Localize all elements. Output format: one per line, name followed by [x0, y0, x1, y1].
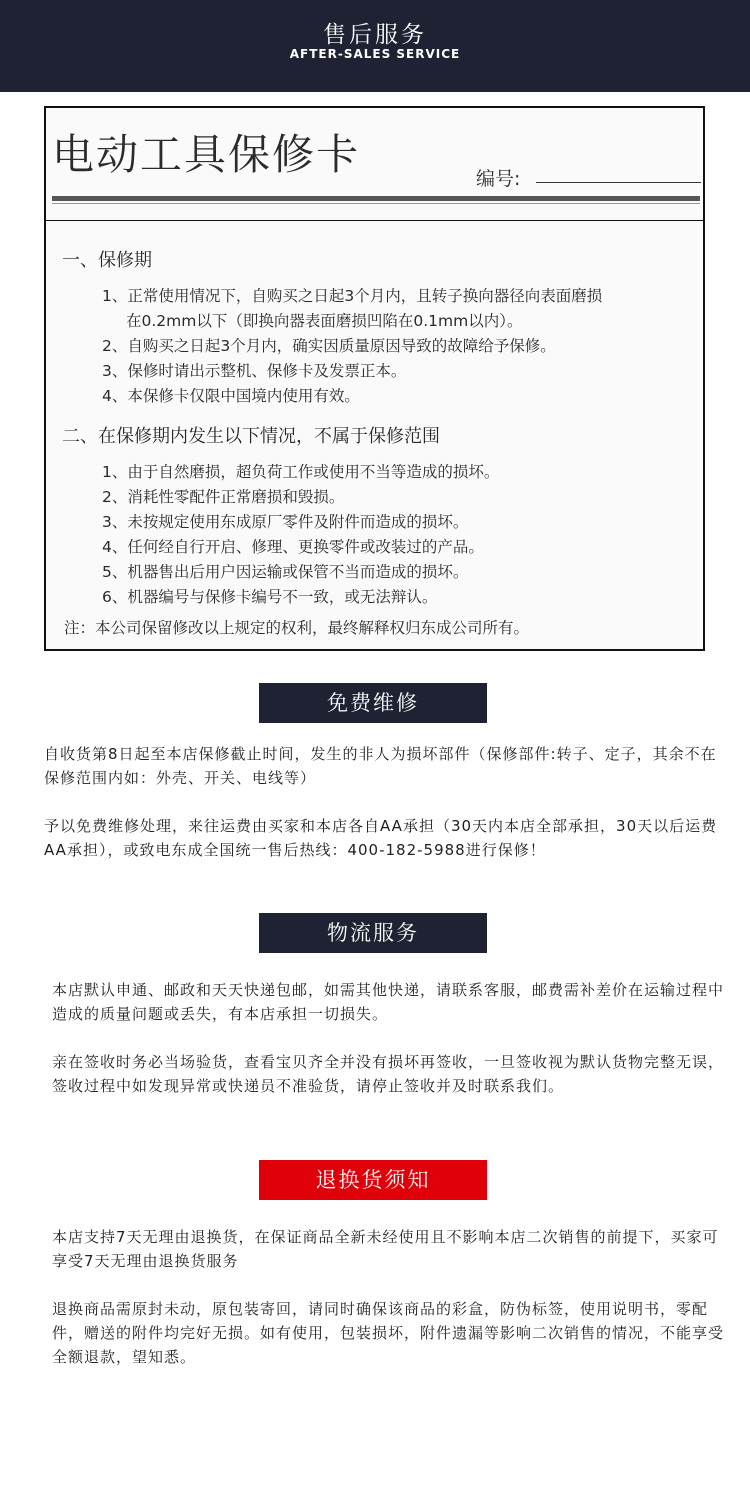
card-title: 电动工具保修卡: [52, 130, 361, 179]
card-divider: [46, 220, 703, 221]
page-header: [0, 0, 750, 92]
card-section2-item: 6、机器编号与保修卡编号不一致，或无法辩认。: [102, 588, 438, 606]
header-title: 售后服务: [323, 22, 427, 48]
card-section1-item: 4、本保修卡仅限中国境内使用有效。: [102, 387, 360, 405]
card-note: 注：本公司保留修改以上规定的权利，最终解释权归东成公司所有。: [64, 619, 530, 637]
card-section2-item: 5、机器售出后用户因运输或保管不当而造成的损坏。: [102, 563, 469, 581]
card-section2-item: 3、未按规定使用东成原厂零件及附件而造成的损坏。: [102, 513, 469, 531]
returns-paragraph: 退换商品需原封未动，原包装寄回，请同时确保该商品的彩盒，防伪标签，使用说明书，零配件，赠送的附件均完好无损。如有使用，包装损坏，附件遗漏等影响二次销售的情况，不能享受全额退款，望知悉。: [52, 1300, 725, 1366]
returns-title: 退换货须知: [259, 1160, 487, 1200]
free-repair-paragraph: 予以免费维修处理，来往运费由买家和本店各自AA承担（30天内本店全部承担，30天以后运费AA承担），或致电东成全国统一售后热线：400-182-5988进行保修！: [44, 817, 718, 859]
card-section2-item: 2、消耗性零配件正常磨损和毁损。: [102, 488, 345, 506]
logistics-title: 物流服务: [259, 913, 487, 953]
card-section1-item: 1、正常使用情况下，自购买之日起3个月内，且转子换向器径向表面磨损: [102, 287, 603, 305]
card-rule-thin: [52, 203, 700, 204]
card-section1-title: 一、保修期: [62, 250, 152, 271]
header-subtitle: AFTER-SALES SERVICE: [289, 47, 461, 61]
free-repair-title: 免费维修: [259, 683, 487, 723]
card-section1-item: 2、自购买之日起3个月内，确实因质量原因导致的故障给予保修。: [102, 337, 556, 355]
warranty-card-image: [44, 106, 705, 651]
card-section1-item: 3、保修时请出示整机、保修卡及发票正本。: [102, 362, 407, 380]
returns-paragraph: 本店支持7天无理由退换货，在保证商品全新未经使用且不影响本店二次销售的前提下，买家可享受7天无理由退换货服务: [52, 1228, 719, 1270]
card-section2-title: 二、在保修期内发生以下情况，不属于保修范围: [62, 426, 440, 447]
card-section2-item: 1、由于自然磨损，超负荷工作或使用不当等造成的损坏。: [102, 463, 500, 481]
card-number-label: 编号:: [476, 168, 521, 190]
free-repair-paragraph: 自收货第8日起至本店保修截止时间，发生的非人为损坏部件（保修部件:转子、定子，其余不在保修范围内如：外壳、开关、电线等）: [44, 745, 717, 787]
card-section2-item: 4、任何经自行开启、修理、更换零件或改装过的产品。: [102, 538, 484, 556]
logistics-paragraph: 亲在签收时务必当场验货，查看宝贝齐全并没有损坏再签收，一旦签收视为默认货物完整无误，签收过程中如发现异常或快递员不准验货，请停止签收并及时联系我们。: [52, 1053, 725, 1095]
logistics-paragraph: 本店默认申通、邮政和天天快递包邮，如需其他快递，请联系客服，邮费需补差价在运输过程中造成的质量问题或丢失，有本店承担一切损失。: [52, 981, 725, 1023]
card-rule: [52, 196, 700, 201]
card-section1-item: 在0.2mm以下（即换向器表面磨损凹陷在0.1mm以内）。: [126, 312, 523, 330]
card-number-line: [536, 182, 701, 183]
